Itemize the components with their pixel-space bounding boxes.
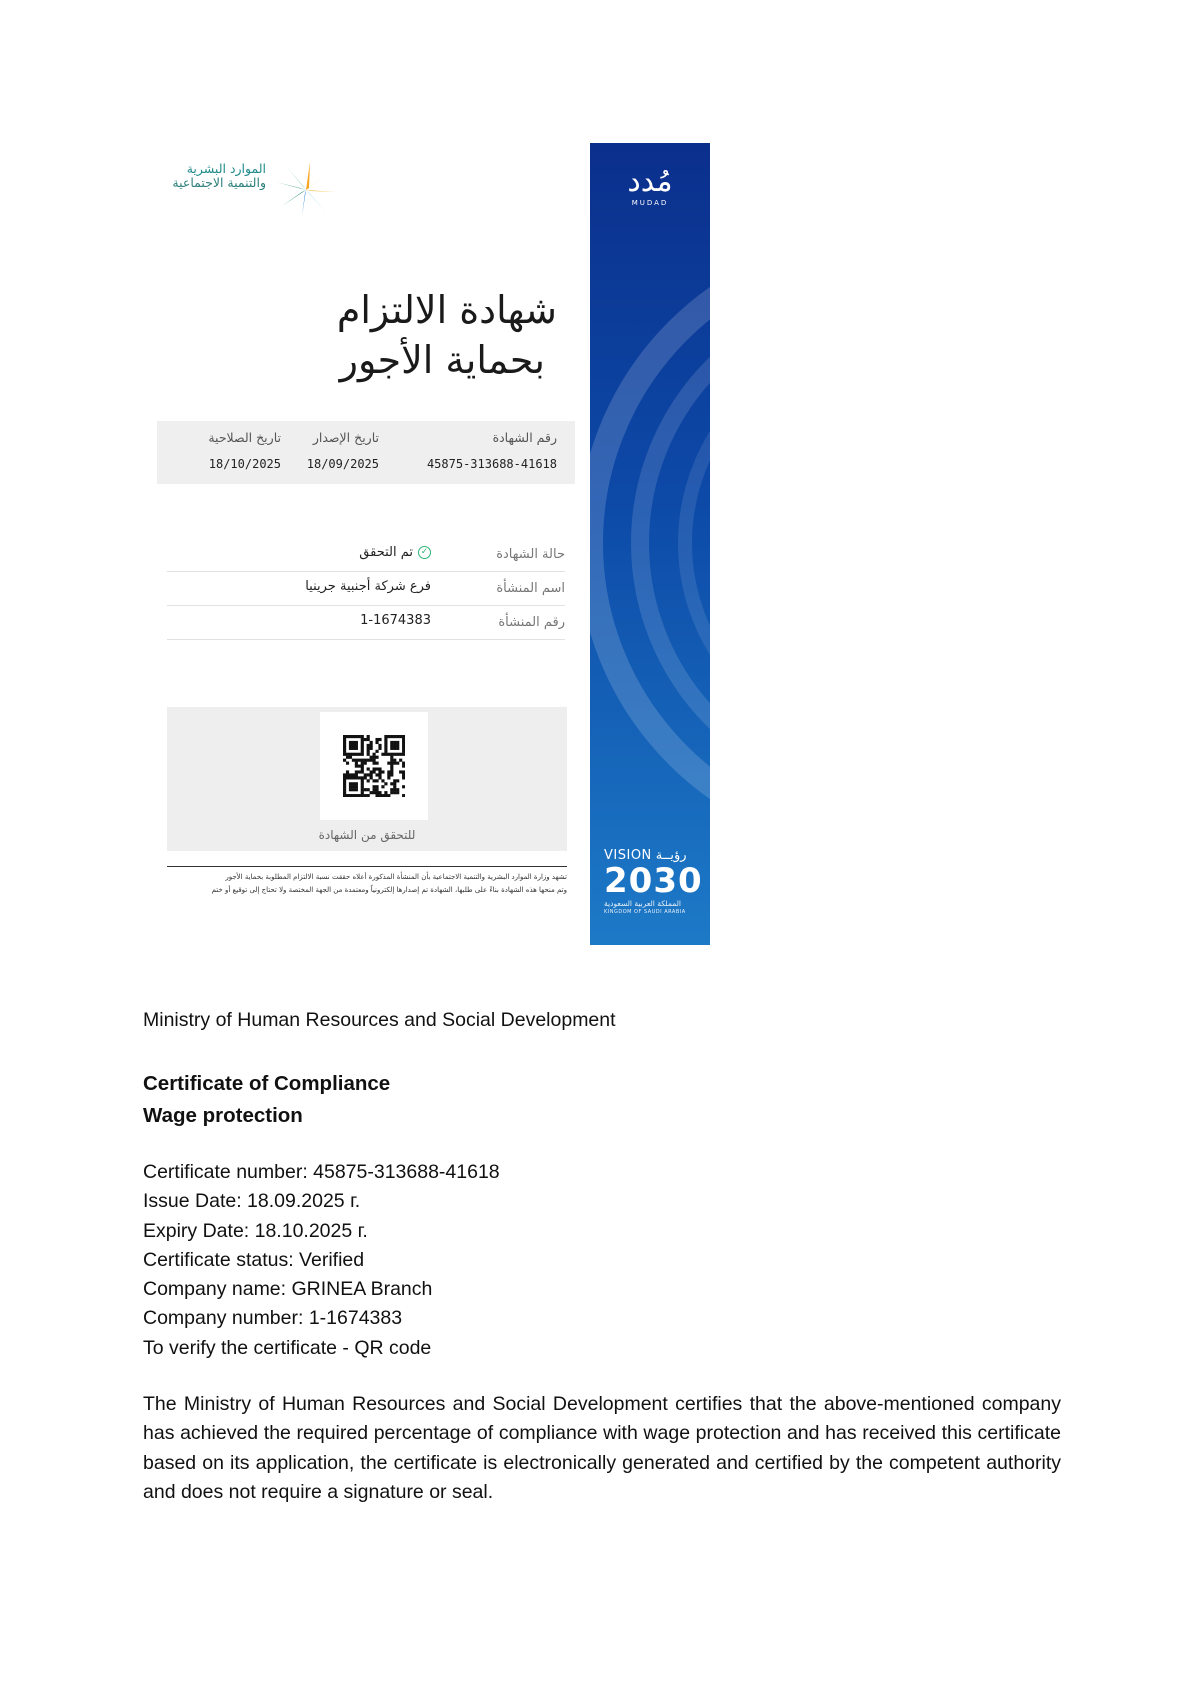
mudad-wordmark: مُدد xyxy=(627,164,673,199)
company-name-row xyxy=(167,571,565,606)
vision-year: 2030 xyxy=(604,861,703,901)
certificate-title-ar xyxy=(337,285,557,385)
kingdom-ar: المملكة العربية السعودية xyxy=(604,899,681,908)
field-company-number: Company number: 1-1674383 xyxy=(143,1307,403,1330)
expiry-date-field xyxy=(208,430,281,471)
vision-word-ar: رؤيــة xyxy=(655,848,687,863)
company-name-value: فرع شركة أجنبية جرينيا xyxy=(305,579,431,594)
check-circle-icon: ✓ xyxy=(418,546,431,559)
qr-section xyxy=(167,707,567,851)
certificate-title-line-2: بحماية الأجور xyxy=(339,338,545,382)
qr-code-image xyxy=(343,735,405,797)
field-expiry-date: Expiry Date: 18.10.2025 г. xyxy=(143,1219,368,1242)
company-number-label: رقم المنشأة xyxy=(498,615,565,630)
certificate-title-en xyxy=(143,1068,390,1132)
company-number-row xyxy=(167,605,565,640)
status-label: حالة الشهادة xyxy=(496,547,565,562)
disclaimer-line-1: تشهد وزارة الموارد البشرية والتنمية الاجتماعية بأن المنشأة المذكورة أعلاه حققت نسبة الالتزام المطلوبة بحماية الأجور xyxy=(225,873,567,881)
palm-icon xyxy=(270,160,340,220)
qr-code[interactable] xyxy=(320,712,428,820)
company-number-value: 1-1674383 xyxy=(360,613,431,628)
field-certificate-number: Certificate number: 45875-313688-41618 xyxy=(143,1161,500,1183)
cert-number-label: رقم الشهادة xyxy=(492,430,557,445)
cert-number-value: 45875-313688-41618 xyxy=(426,457,557,471)
issue-date-value: 18/09/2025 xyxy=(306,457,379,471)
ministry-logo-line-1: الموارد البشرية xyxy=(186,161,266,176)
ministry-name-en: Ministry of Human Resources and Social Development xyxy=(143,1009,616,1031)
status-row xyxy=(167,537,565,572)
certificate-disclaimer xyxy=(167,866,567,897)
mudad-latin: MUDAD xyxy=(631,199,669,207)
qr-caption: للتحقق من الشهادة xyxy=(318,828,416,842)
ministry-logo xyxy=(160,160,340,220)
kingdom-en: KINGDOM OF SAUDI ARABIA xyxy=(604,909,686,915)
field-verify-qr: To verify the certificate - QR code xyxy=(143,1336,432,1359)
vision-2030-logo xyxy=(604,848,703,915)
certificate-fields-en xyxy=(143,1158,500,1363)
field-issue-date: Issue Date: 18.09.2025 г. xyxy=(143,1190,361,1213)
certification-statement: The Ministry of Human Resources and Social Development certifies that the above-mentioned company has achieved the required percentage of compliance with wage protection and has received this certificate based on its application, the certificate is electronically generated and certified by the competent authority and does not require a signature or seal. xyxy=(143,1393,1061,1503)
certificate-title-line-1: شهادة الالتزام xyxy=(336,288,557,332)
decorative-arcs xyxy=(590,143,710,945)
ministry-logo-text xyxy=(172,162,266,190)
field-certificate-status: Certificate status: Verified xyxy=(143,1248,365,1271)
expiry-date-value: 18/10/2025 xyxy=(208,457,281,471)
cert-number-field xyxy=(427,430,557,471)
mudad-logo xyxy=(590,165,710,207)
certificate-meta-box xyxy=(157,421,575,484)
title-line-2: Wage protection xyxy=(143,1104,303,1127)
issue-date-field xyxy=(307,430,379,471)
issue-date-label: تاريخ الإصدار xyxy=(312,430,379,445)
ministry-logo-line-2: والتنمية الاجتماعية xyxy=(172,175,266,190)
expiry-date-label: تاريخ الصلاحية xyxy=(208,430,281,445)
disclaimer-line-2: وتم منحها هذه الشهادة بناءً على طلبها، الشهادة تم إصدارها إلكترونياً ومعتمدة من الجهة المختصة ولا تحتاج إلى توقيع أو ختم xyxy=(211,886,567,894)
title-line-1: Certificate of Compliance xyxy=(143,1072,391,1095)
field-company-name: Company name: GRINEA Branch xyxy=(143,1278,433,1301)
mudad-side-band xyxy=(590,143,710,945)
company-name-label: اسم المنشأة xyxy=(496,581,565,596)
vision-word: VISION xyxy=(604,848,652,863)
status-text: تم التحقق xyxy=(359,545,413,560)
status-value xyxy=(359,545,431,560)
